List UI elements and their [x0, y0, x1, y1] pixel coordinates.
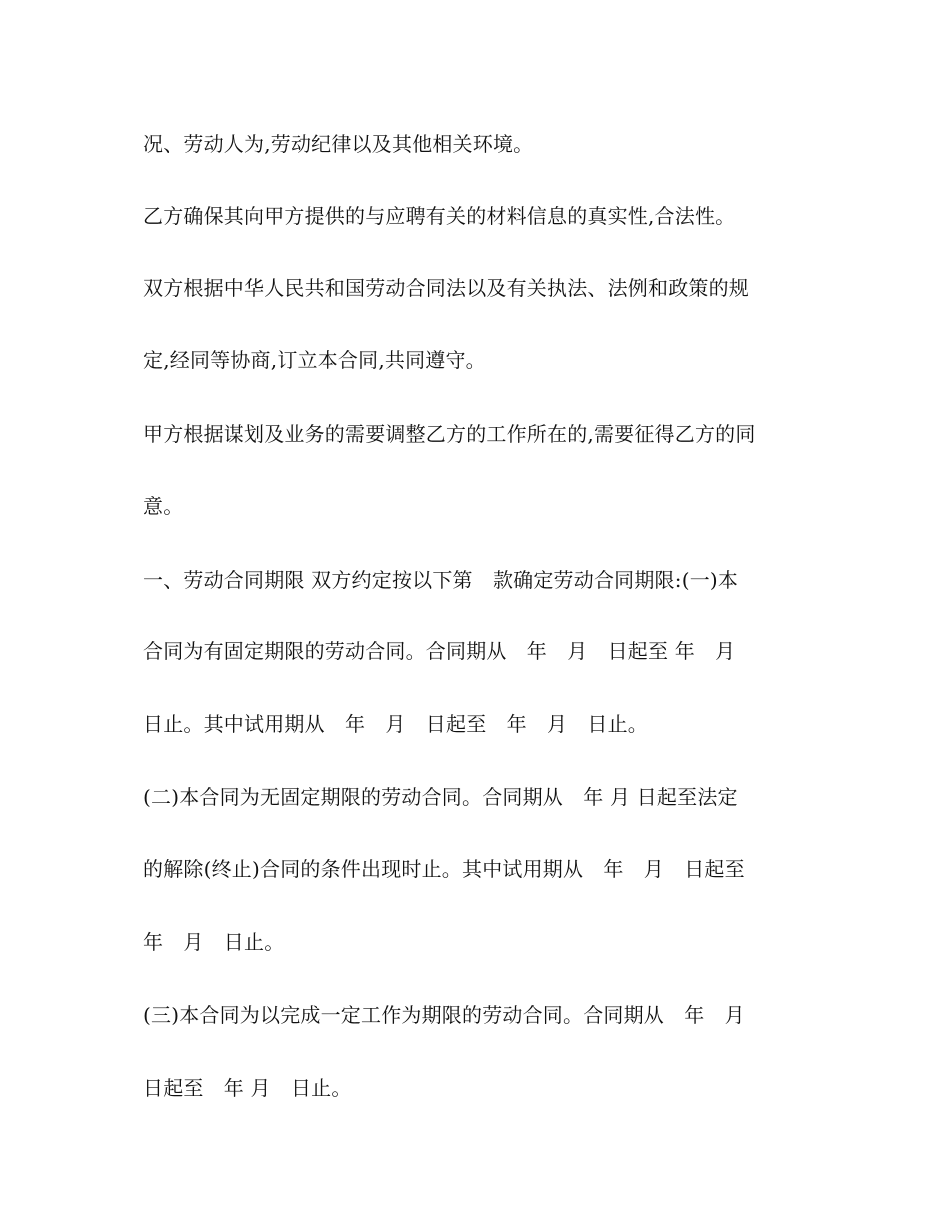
text-line: 双方根据中华人民共和国劳动合同法以及有关执法、法例和政策的规 [143, 276, 749, 300]
text-line: 乙方确保其向甲方提供的与应聘有关的材料信息的真实性,合法性。 [143, 204, 736, 228]
text-line: 况、劳动人为,劳动纪律以及其他相关环境。 [143, 132, 534, 156]
text-line: 一、劳动合同期限 双方约定按以下第 款确定劳动合同期限:(一)本 [143, 568, 739, 592]
text-line: 甲方根据谋划及业务的需要调整乙方的工作所在的,需要征得乙方的同 [143, 422, 756, 446]
text-line: 合同为有固定期限的劳动合同。合同期从 年 月 日起至 年 月 [143, 639, 736, 663]
text-line: 的解除(终止)合同的条件出现时止。其中试用期从 年 月 日起至 [143, 857, 745, 881]
text-line: (三)本合同为以完成一定工作为期限的劳动合同。合同期从 年 月 [143, 1003, 745, 1027]
text-line: 日止。其中试用期从 年 月 日起至 年 月 日止。 [143, 712, 648, 736]
text-line: 日起至 年 月 日止。 [143, 1076, 352, 1100]
text-line: 年 月 日止。 [143, 930, 285, 954]
text-line: 意。 [143, 494, 184, 518]
text-line: 定,经同等协商,订立本合同,共同遵守。 [143, 348, 486, 372]
text-line: (二)本合同为无固定期限的劳动合同。合同期从 年 月 日起至法定 [143, 785, 738, 809]
